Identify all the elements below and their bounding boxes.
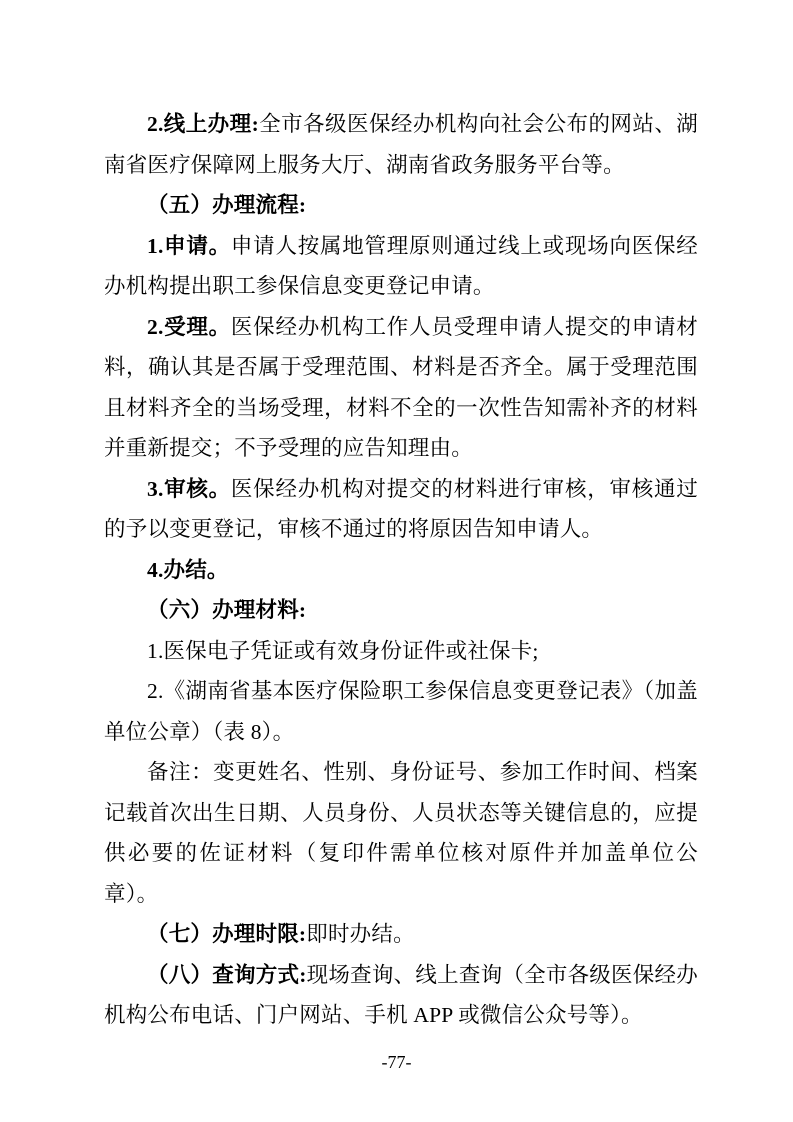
paragraph-text: 1.医保电子凭证或有效身份证件或社保卡; [147, 638, 539, 663]
paragraph-review [104, 469, 698, 550]
paragraph-lead: （五）办理流程: [147, 193, 307, 217]
paragraph-time-limit [104, 914, 698, 955]
heading-materials [104, 590, 698, 631]
paragraph-text: 全市各级医保经办机构向社会公布的网站、湖南省医疗保障网上服务大厅、湖南省政务服务平台等。 [104, 112, 698, 177]
paragraph-text: 2.《湖南省基本医疗保险职工参保信息变更登记表》（加盖单位公章）（表 8）。 [104, 679, 698, 744]
material-item-2 [104, 671, 698, 752]
paragraph-complete [104, 550, 698, 591]
paragraph-lead: 3.审核。 [147, 476, 231, 501]
material-item-1 [104, 631, 698, 672]
paragraph-inquiry [104, 955, 698, 1036]
paragraph-accept [104, 307, 698, 469]
paragraph-lead: 2.受理。 [147, 314, 231, 339]
paragraph-text: 医保经办机构对提交的材料进行审核，审核通过的予以变更登记，审核不通过的将原因告知申请人。 [104, 476, 698, 541]
paragraph-lead: （七）办理时限: [147, 922, 307, 946]
heading-process [104, 185, 698, 226]
paragraph-text: 备注：变更姓名、性别、身份证号、参加工作时间、档案记载首次出生日期、人员身份、人员状态等关键信息的，应提供必要的佐证材料（复印件需单位核对原件并加盖单位公章）。 [104, 760, 698, 906]
paragraph-text: 现场查询、线上查询（全市各级医保经办机构公布电话、门户网站、手机 APP 或微信公众号等）。 [104, 962, 698, 1027]
paragraph-lead: 2.线上办理: [147, 112, 259, 136]
document-body [104, 104, 698, 1036]
paragraph-online-handling [104, 104, 698, 185]
paragraph-lead: 4.办结。 [147, 557, 229, 582]
page-number: -77- [381, 1052, 412, 1072]
paragraph-text: 申请人按属地管理原则通过线上或现场向医保经办机构提出职工参保信息变更登记申请。 [104, 233, 698, 298]
paragraph-text: 即时办结。 [306, 922, 415, 946]
paragraph-lead: （八）查询方式: [147, 962, 307, 987]
paragraph-text: 医保经办机构工作人员受理申请人提交的申请材料，确认其是否属于受理范围、材料是否齐全。属于受理范围且材料齐全的当场受理，材料不全的一次性告知需补齐的材料并重新提交；不予受理的应告知理由。 [104, 314, 698, 460]
paragraph-remark [104, 752, 698, 914]
paragraph-apply [104, 226, 698, 307]
paragraph-lead: 1.申请。 [147, 233, 231, 258]
paragraph-lead: （六）办理材料: [147, 598, 307, 622]
